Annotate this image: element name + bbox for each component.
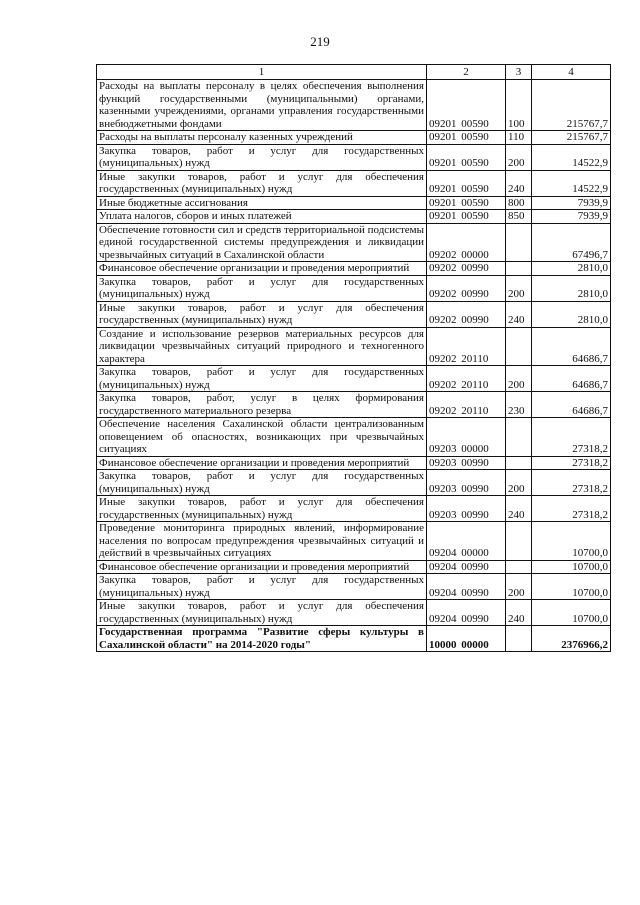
row-vr-cell: 200 <box>506 574 532 600</box>
row-vr-cell: 100 <box>506 80 532 131</box>
row-name-cell: Финансовое обеспечение организации и проведения мероприятий <box>97 262 427 276</box>
row-name-cell: Закупка товаров, работ и услуг для государственных (муниципальных) нужд <box>97 275 427 301</box>
table-row <box>97 600 611 626</box>
row-name-cell: Иные закупки товаров, работ и услуг для обеспечения государственных (муниципальных) нужд <box>97 301 427 327</box>
table-row <box>97 301 611 327</box>
row-name-cell: Закупка товаров, работ и услуг для государственных (муниципальных) нужд <box>97 144 427 170</box>
row-name-cell: Финансовое обеспечение организации и проведения мероприятий <box>97 560 427 574</box>
budget-table <box>96 64 611 652</box>
row-vr-cell <box>506 522 532 561</box>
row-code-cell: 09203 00990 <box>427 496 506 522</box>
table-row <box>97 496 611 522</box>
row-code-cell: 09201 00590 <box>427 80 506 131</box>
row-code-cell: 09202 20110 <box>427 327 506 366</box>
row-code-cell: 09202 20110 <box>427 366 506 392</box>
row-code-cell: 09204 00000 <box>427 522 506 561</box>
row-name-cell: Обеспечение населения Сахалинской области централизованным оповещением об опасностях, возникающих при чрезвычайных ситуациях <box>97 418 427 457</box>
row-sum-cell: 10700,0 <box>532 574 611 600</box>
row-vr-cell <box>506 223 532 262</box>
column-header-sum: 4 <box>532 65 611 80</box>
table-row <box>97 522 611 561</box>
row-vr-cell <box>506 626 532 652</box>
row-name-cell: Иные закупки товаров, работ и услуг для обеспечения государственных (муниципальных) нужд <box>97 600 427 626</box>
row-code-cell: 09201 00590 <box>427 210 506 224</box>
row-name-cell: Уплата налогов, сборов и иных платежей <box>97 210 427 224</box>
row-vr-cell: 230 <box>506 392 532 418</box>
table-row <box>97 80 611 131</box>
table-row <box>97 470 611 496</box>
row-sum-cell: 27318,2 <box>532 456 611 470</box>
row-name-cell: Проведение мониторинга природных явлений, информирование населения по вопросам предупреждения чрезвычайных ситуаций и действий в чрезвычайных ситуациях <box>97 522 427 561</box>
table-row <box>97 196 611 210</box>
row-name-cell: Государственная программа "Развитие сферы культуры в Сахалинской области" на 2014-2020 годы" <box>97 626 427 652</box>
row-code-cell: 09202 00000 <box>427 223 506 262</box>
table-row <box>97 366 611 392</box>
table-row <box>97 574 611 600</box>
row-sum-cell: 215767,7 <box>532 131 611 145</box>
row-sum-cell: 215767,7 <box>532 80 611 131</box>
row-code-cell: 10000 00000 <box>427 626 506 652</box>
row-vr-cell <box>506 456 532 470</box>
table-row <box>97 392 611 418</box>
row-code-cell: 09201 00590 <box>427 170 506 196</box>
table-body <box>97 80 611 652</box>
row-name-cell: Иные закупки товаров, работ и услуг для обеспечения государственных (муниципальных) нужд <box>97 496 427 522</box>
table-row <box>97 262 611 276</box>
row-vr-cell: 200 <box>506 144 532 170</box>
row-sum-cell: 27318,2 <box>532 470 611 496</box>
row-vr-cell: 240 <box>506 496 532 522</box>
row-vr-cell: 200 <box>506 366 532 392</box>
row-sum-cell: 10700,0 <box>532 560 611 574</box>
column-header-vr: 3 <box>506 65 532 80</box>
table-row <box>97 418 611 457</box>
row-name-cell: Обеспечение готовности сил и средств территориальной подсистемы единой государственной системы предупреждения и ликвидации чрезвычайных ситуаций в Сахалинской области <box>97 223 427 262</box>
row-name-cell: Закупка товаров, работ и услуг для государственных (муниципальных) нужд <box>97 366 427 392</box>
row-code-cell: 09202 00990 <box>427 262 506 276</box>
row-code-cell: 09202 00990 <box>427 301 506 327</box>
table-row <box>97 560 611 574</box>
table-header-row <box>97 65 611 80</box>
row-sum-cell: 2376966,2 <box>532 626 611 652</box>
row-sum-cell: 27318,2 <box>532 418 611 457</box>
column-header-code: 2 <box>427 65 506 80</box>
row-code-cell: 09204 00990 <box>427 574 506 600</box>
table-row <box>97 210 611 224</box>
column-header-name: 1 <box>97 65 427 80</box>
row-name-cell: Закупка товаров, работ и услуг для государственных (муниципальных) нужд <box>97 574 427 600</box>
row-vr-cell: 200 <box>506 470 532 496</box>
table-row <box>97 170 611 196</box>
row-vr-cell <box>506 327 532 366</box>
row-name-cell: Создание и использование резервов материальных ресурсов для ликвидации чрезвычайных ситуаций природного и техногенного характера <box>97 327 427 366</box>
row-code-cell: 09203 00000 <box>427 418 506 457</box>
row-vr-cell: 200 <box>506 275 532 301</box>
row-code-cell: 09202 20110 <box>427 392 506 418</box>
row-code-cell: 09201 00590 <box>427 144 506 170</box>
row-sum-cell: 2810,0 <box>532 262 611 276</box>
row-sum-cell: 7939,9 <box>532 196 611 210</box>
table-row <box>97 626 611 652</box>
table-row <box>97 456 611 470</box>
row-code-cell: 09201 00590 <box>427 196 506 210</box>
row-name-cell: Закупка товаров, работ и услуг для государственных (муниципальных) нужд <box>97 470 427 496</box>
page-number: 219 <box>310 34 330 49</box>
row-sum-cell: 14522,9 <box>532 170 611 196</box>
row-name-cell: Расходы на выплаты персоналу казенных учреждений <box>97 131 427 145</box>
row-sum-cell: 2810,0 <box>532 301 611 327</box>
row-code-cell: 09204 00990 <box>427 600 506 626</box>
table-row <box>97 144 611 170</box>
row-name-cell: Закупка товаров, работ, услуг в целях формирования государственного материального резерва <box>97 392 427 418</box>
table-row <box>97 327 611 366</box>
row-code-cell: 09201 00590 <box>427 131 506 145</box>
row-code-cell: 09202 00990 <box>427 275 506 301</box>
row-sum-cell: 27318,2 <box>532 496 611 522</box>
row-sum-cell: 10700,0 <box>532 600 611 626</box>
row-vr-cell <box>506 262 532 276</box>
row-name-cell: Финансовое обеспечение организации и проведения мероприятий <box>97 456 427 470</box>
table-row <box>97 223 611 262</box>
row-sum-cell: 64686,7 <box>532 392 611 418</box>
row-vr-cell: 800 <box>506 196 532 210</box>
table-row <box>97 131 611 145</box>
row-sum-cell: 64686,7 <box>532 366 611 392</box>
row-vr-cell <box>506 560 532 574</box>
row-sum-cell: 10700,0 <box>532 522 611 561</box>
row-code-cell: 09203 00990 <box>427 456 506 470</box>
row-name-cell: Иные закупки товаров, работ и услуг для обеспечения государственных (муниципальных) нужд <box>97 170 427 196</box>
row-sum-cell: 7939,9 <box>532 210 611 224</box>
row-name-cell: Расходы на выплаты персоналу в целях обеспечения выполнения функций государственными (муниципальными) органами, казенными учреждениями, органами управления государственными внебюджетными фондами <box>97 80 427 131</box>
row-vr-cell: 240 <box>506 600 532 626</box>
row-code-cell: 09203 00990 <box>427 470 506 496</box>
row-name-cell: Иные бюджетные ассигнования <box>97 196 427 210</box>
row-vr-cell: 240 <box>506 301 532 327</box>
row-sum-cell: 64686,7 <box>532 327 611 366</box>
row-sum-cell: 14522,9 <box>532 144 611 170</box>
row-sum-cell: 67496,7 <box>532 223 611 262</box>
row-vr-cell: 850 <box>506 210 532 224</box>
row-code-cell: 09204 00990 <box>427 560 506 574</box>
row-vr-cell <box>506 418 532 457</box>
row-sum-cell: 2810,0 <box>532 275 611 301</box>
table-row <box>97 275 611 301</box>
row-vr-cell: 240 <box>506 170 532 196</box>
row-vr-cell: 110 <box>506 131 532 145</box>
